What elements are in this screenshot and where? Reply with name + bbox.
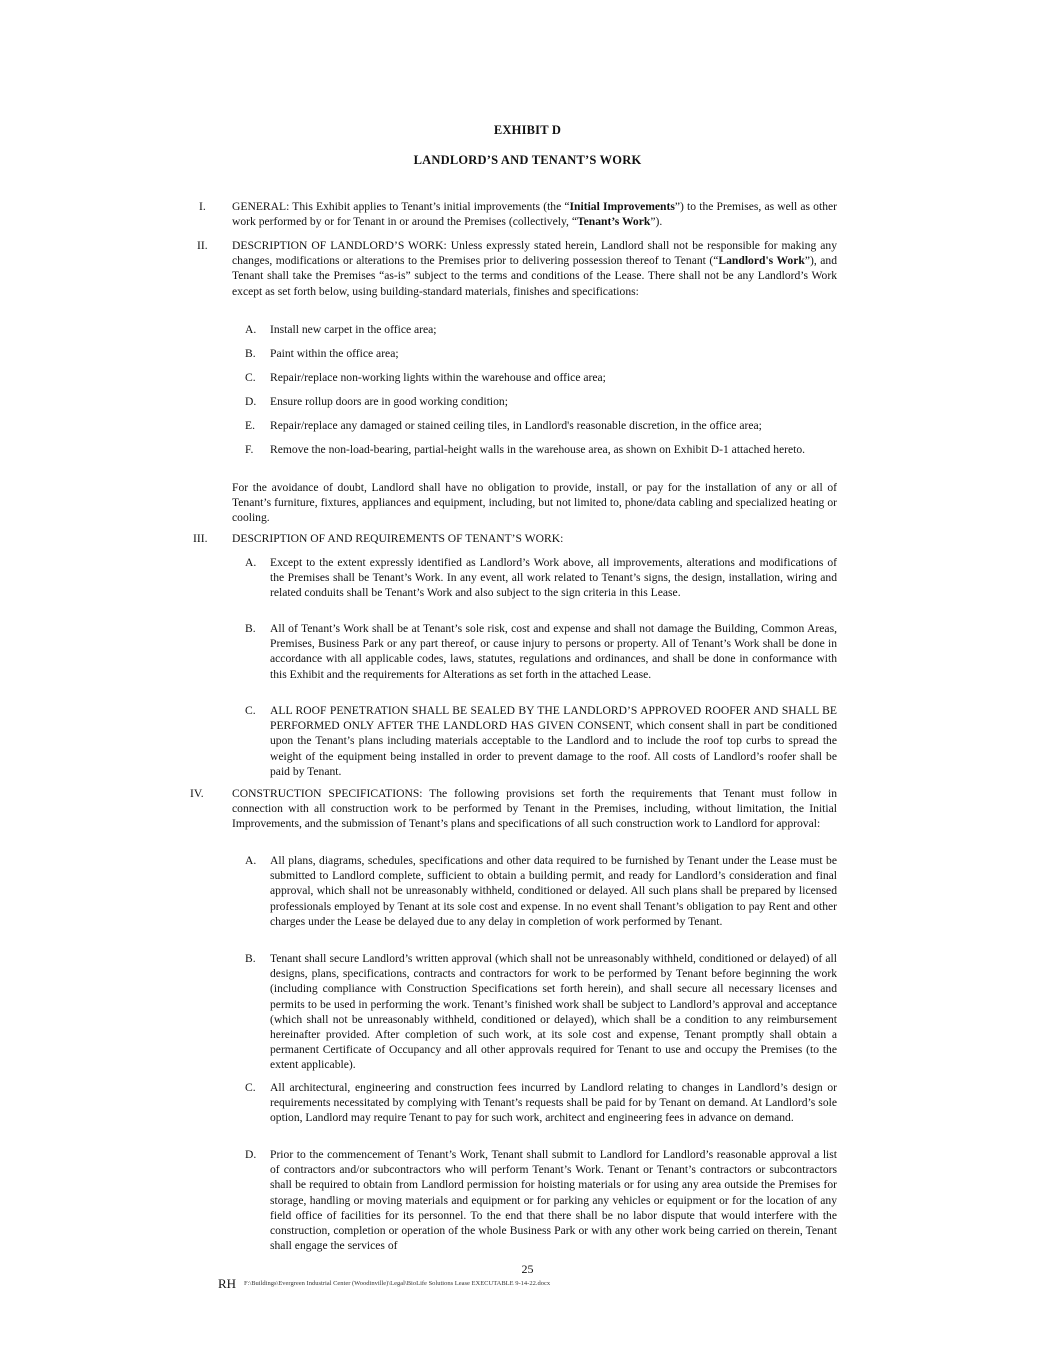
section-landlord-work: DESCRIPTION OF LANDLORD’S WORK: Unless expressly stated herein, Landlord shall not be responsible for making any changes, modifications or alterations to the Premises prior to delivering possession thereof to Tenant (“Landlord's Work”), and Tenant shall take the Premises “as-is” subject to the terms and conditions of the Lease. There shall not be any Landlord’s Work except as set forth below, using building-standard materials, finishes and specifications: xyxy=(232,239,837,298)
list-item: All of Tenant’s Work shall be at Tenant’s sole risk, cost and expense and shall not damage the Building, Common Areas, Premises, Business Park or any part thereof, or cause injury to persons or property. All of Tenant’s Work shall be done in accordance with all applicable codes, laws, statutes, regulations and ordinances, and shall be done in conformance with this Exhibit and the requirements for Alterations as set forth in the attached Lease. xyxy=(270,622,837,681)
section-number: I. xyxy=(199,200,206,213)
list-item: Install new carpet in the office area; xyxy=(270,323,437,336)
list-item: All plans, diagrams, schedules, specifications and other data required to be furnished by Tenant under the Lease must be submitted to Landlord complete, sufficient to obtain a building permit, and ready for Landlord’s consideration and final approval, which shall not be unreasonably withheld, conditioned or delayed. All such plans shall be prepared by licensed professionals employed by Tenant at its sole cost and expense. In no event shall Tenant’s obligation to pay Rent and other charges under the Lease be delayed due to any delay in completion of work performed by Tenant. xyxy=(270,854,837,928)
section-general: GENERAL: This Exhibit applies to Tenant’s initial improvements (the “Initial Improvements”) to the Premises, as well as other work performed by or for Tenant in or around the Premises (collectively, “Tenant’s Work”). xyxy=(232,200,837,229)
item-letter: C. xyxy=(245,1081,256,1094)
list-item: Tenant shall secure Landlord’s written approval (which shall not be unreasonably withheld, conditioned or delayed) of all designs, plans, specifications, contracts and contractors for work to be performed by Tenant before beginning the work (including compliance with Construction Specifications set forth herein), and shall secure all necessary licenses and permits to be used in performing the work. Tenant’s finished work shall be subject to Landlord’s approval and acceptance (which shall not be unreasonably withheld, conditioned or delayed), which shall be a condition to any reimbursement hereinafter provided. After completion of such work, at its sole cost and expense, Tenant promptly shall obtain a permanent Certificate of Occupancy and all other approvals required for Tenant to use and occupy the Premises (to the extent applicable). xyxy=(270,952,837,1072)
page-number: 25 xyxy=(521,1262,534,1276)
exhibit-subtitle: LANDLORD’S AND TENANT’S WORK xyxy=(413,153,642,167)
list-item: All architectural, engineering and construction fees incurred by Landlord relating to changes in Landlord’s design or requirements necessitated by complying with Tenant’s requests shall be paid for by Tenant on demand. At Landlord’s sole option, Landlord may require Tenant to pay for such work, architect and engineering fees in advance on demand. xyxy=(270,1081,837,1125)
item-letter: D. xyxy=(245,395,257,408)
exhibit-title: EXHIBIT D xyxy=(493,123,562,137)
item-letter: C. xyxy=(245,704,256,717)
section-number: III. xyxy=(193,532,208,545)
list-item: Repair/replace non-working lights within the warehouse and office area; xyxy=(270,371,606,384)
list-item: Repair/replace any damaged or stained ceiling tiles, in Landlord's reasonable discretion, in the office area; xyxy=(270,419,762,432)
section-number: II. xyxy=(197,239,208,252)
list-item: Prior to the commencement of Tenant’s Work, Tenant shall submit to Landlord for Landlord’s reasonable approval a list of contractors and/or subcontractors who will perform Tenant’s Work. Tenant or Tenant’s contractors or subcontractors shall be required to obtain from Landlord permission for hoisting materials or for using any area outside the Premises for storage, handling or moving materials and equipment or for parking any vehicles or equipment or for the location of any field office of facilities for its personnel. To the end that there shall be no labor dispute that would interfere with the construction, completion or operation of the whole Business Park or with any other work being carried on therein, Tenant shall engage the services of xyxy=(270,1148,837,1253)
item-letter: B. xyxy=(245,347,256,360)
section-tenant-work-title: DESCRIPTION OF AND REQUIREMENTS OF TENANT’S WORK: xyxy=(232,532,564,545)
list-item: Paint within the office area; xyxy=(270,347,399,360)
list-item: ALL ROOF PENETRATION SHALL BE SEALED BY THE LANDLORD’S APPROVED ROOFER AND SHALL BE PERFORMED ONLY AFTER THE LANDLORD HAS GIVEN CONSENT, which consent shall in part be conditioned upon the Tenant’s plans including materials acceptable to the Landlord and to include the roof top curbs to spread the weight of the equipment being installed in order to prevent damage to the roof. All costs of Landlord’s roofer shall be paid by Tenant. xyxy=(270,704,837,778)
item-letter: A. xyxy=(245,854,257,867)
footer-file-path: F:\Buildings\Evergreen Industrial Center (Woodinville)\Legal\BioLife Solutions Lease EXECUTABLE 9-14-22.docx xyxy=(244,1280,551,1287)
item-letter: B. xyxy=(245,952,256,965)
item-letter: C. xyxy=(245,371,256,384)
item-letter: E. xyxy=(245,419,255,432)
list-item: Remove the non-load-bearing, partial-height walls in the warehouse area, as shown on Exhibit D-1 attached hereto. xyxy=(270,443,806,456)
list-item: Ensure rollup doors are in good working condition; xyxy=(270,395,508,408)
item-letter: B. xyxy=(245,622,256,635)
section-closing-paragraph: For the avoidance of doubt, Landlord shall have no obligation to provide, install, or pay for the installation of any or all of Tenant’s furniture, fixtures, appliances and equipment, including, but not limited to, phone/data cabling and specialized heating or cooling. xyxy=(232,481,837,525)
list-item: Except to the extent expressly identified as Landlord’s Work above, all improvements, alterations and modifications of the Premises shall be Tenant’s Work. In any event, all work related to Tenant’s signs, the design, installation, wiring and related conduits shall be Tenant’s Work and also subject to the sign criteria in this Lease. xyxy=(270,556,837,600)
footer-initials: RH xyxy=(218,1276,237,1291)
item-letter: F. xyxy=(245,443,254,456)
section-construction-specs: CONSTRUCTION SPECIFICATIONS: The following provisions set forth the requirements that Tenant must follow in connection with all construction work to be performed by Tenant in the Premises, including, without limitation, the Initial Improvements, and the submission of Tenant’s plans and specifications of all such construction work to Landlord for approval: xyxy=(232,787,837,831)
item-letter: A. xyxy=(245,323,257,336)
section-number: IV. xyxy=(190,787,204,800)
item-letter: D. xyxy=(245,1148,257,1161)
item-letter: A. xyxy=(245,556,257,569)
